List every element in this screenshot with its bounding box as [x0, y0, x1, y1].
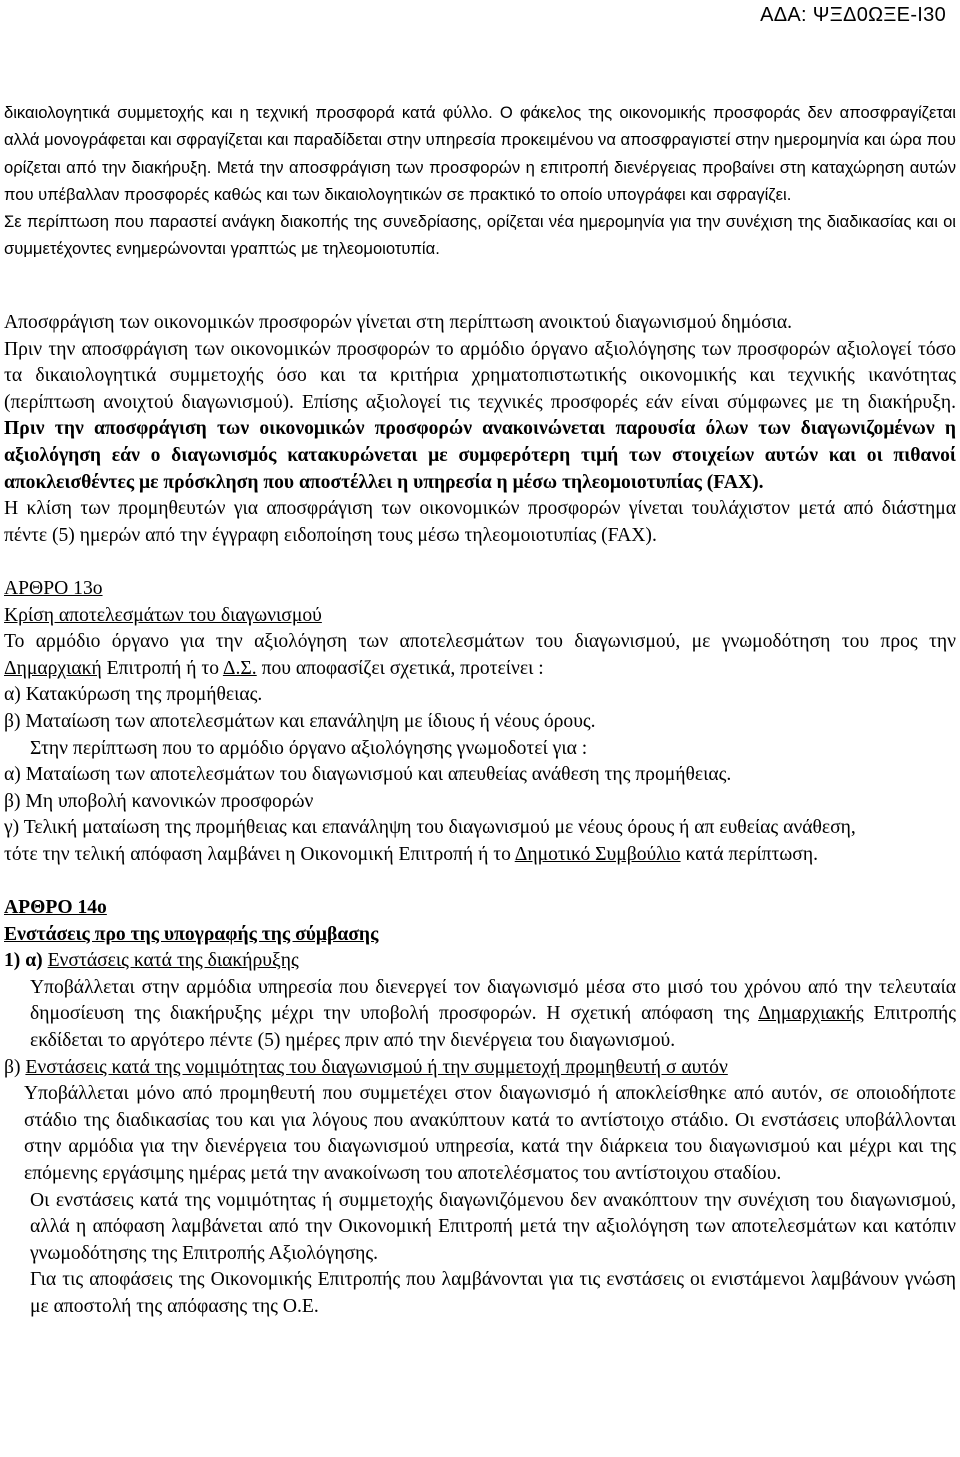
article-14-sub-b-heading: [4, 1055, 956, 1082]
article-13-closing: [4, 842, 956, 869]
article-13-case-item: α) Ματαίωση των αποτελεσμάτων του διαγωνισμού και απευθείας ανάθεση της προμήθειας.: [4, 764, 732, 786]
article-13-option: α) Κατακύρωση της προμήθειας.: [4, 684, 263, 706]
article-13-title: Κρίση αποτελεσμάτων του διαγωνισμού: [4, 604, 322, 626]
article-13-case-item: γ) Τελική ματαίωση της προμήθειας και επανάληψη του διαγωνισμού με νέους όρους ή απ ευθείας ανάθεση,: [4, 817, 856, 839]
article-13-intro-text-2: Επιτροπή ή το: [101, 657, 223, 679]
intro-section: [4, 99, 956, 263]
evaluation-bold-text: Πριν την αποσφράγιση των οικονομικών προσφορών ανακοινώνεται παρουσία όλων των διαγωνιζομένων η αξιολόγηση εάν ο διαγωνισμός κατακυρώνεται με συμφερότερη τιμή των στοιχείων αυτών και οι πιθανοί αποκλεισθέντες με πρόσκληση που αποστέλλει η υπηρεσία η μέσω τηλεομοιοτυπίας (FAX).: [4, 418, 956, 493]
article-13-intro: [4, 629, 956, 682]
article-14-heading: ΑΡΘΡΟ 14ο: [4, 897, 107, 919]
article-14-sub-a-heading: [4, 948, 956, 975]
article-13-intro-text-3: που αποφασίζει σχετικά, προτείνει :: [256, 657, 544, 679]
article-14-sub-a-text: [4, 975, 956, 1055]
article-13-intro-abbrev: Δ.Σ.: [222, 657, 257, 679]
ada-code: ΑΔΑ: ΨΞΔ0ΩΞΕ-Ι30: [760, 4, 946, 26]
article-14-sub-a-underlined: Δημαρχιακής: [758, 1003, 864, 1025]
article-13-heading: ΑΡΘΡΟ 13ο: [4, 577, 103, 599]
article-14-sub-b-title: Ενστάσεις κατά της νομιμότητας του διαγωνισμού ή την συμμετοχή προμηθευτή σ αυτόν: [25, 1056, 728, 1078]
article-14-sub-a-prefix: 1) α): [4, 950, 43, 972]
article-13-case-intro: Στην περίπτωση που το αρμόδιο όργανο αξιολόγησης γνωμοδοτεί για :: [30, 737, 588, 759]
paragraph-invitation: Η κλίση των προμηθευτών για αποσφράγιση των οικονομικών προσφορών γίνεται τουλάχιστον μετά από διάστημα πέντε (5) ημερών από την έγγραφη ειδοποίηση τους μέσω τηλεομοιοτυπίας (FAX).: [4, 498, 956, 546]
paragraph-opening-procedure: δικαιολογητικά συμμετοχής και η τεχνική προσφορά κατά φύλλο. Ο φάκελος της οικονομικής προσφοράς δεν αποσφραγίζεται αλλά μονογράφεται και σφραγίζεται και παραδίδεται στην υπηρεσία προκειμένου να αποσφραγιστεί στην ημερομηνία και ώρα που ορίζεται από την διακήρυξη. Μετά την αποσφράγιση των προσφορών η επιτροπή διενέργειας προβαίνει στη καταχώρηση αυτών που υπέβαλλαν προσφορές καθώς και των δικαιολογητικών σε πρακτικό το οποίο υπογράφει και σφραγίζει.: [4, 103, 956, 204]
paragraph-evaluation: [4, 337, 956, 497]
article-14-sub-a-text-1: Υποβάλλεται στην αρμόδια υπηρεσία που διενεργεί τον διαγωνισμό μέσα στο μισό του χρόνου από την τελευταία δημοσίευση της διακήρυξης μέχρι την υποβολή προσφορών. Η σχετική απόφαση της: [30, 976, 956, 1025]
article-14-title: Ενστάσεις προ της υπογραφής της σύμβασης: [4, 923, 379, 945]
evaluation-text: Πριν την αποσφράγιση των οικονομικών προσφορών το αρμόδιο όργανο αξιολόγησης των προσφορών αξιολογεί τόσο τα δικαιολογητικά συμμετοχής όσο και τα κριτήρια χρηματοπιστωτικής οικονομικής και τεχνικής ικανότητας (περίπτωση ανοιχτού διαγωνισμού). Επίσης αξιολογεί τις τεχνικές προσφορές εάν είναι σύμφωνες με τη διακήρυξη.: [4, 338, 956, 413]
article-13-closing-text: τότε την τελική απόφαση λαμβάνει η Οικονομική Επιτροπή ή το: [4, 843, 515, 865]
article-13-closing-underlined: Δημοτικό Συμβούλιο: [514, 843, 681, 865]
article-13-option: β) Ματαίωση των αποτελεσμάτων και επανάληψη με ίδιους ή νέους όρους.: [4, 710, 596, 732]
article-13-intro-text: Το αρμόδιο όργανο για την αξιολόγηση των αποτελεσμάτων του διαγωνισμού, με γνωμοδότηση του προς την: [4, 631, 956, 653]
main-section: [4, 310, 956, 1321]
spacer: [4, 549, 956, 576]
article-14-sub-b-text: Υποβάλλεται μόνο από προμηθευτή που συμμετέχει στον διαγωνισμό ή αποκλείσθηκε από αυτόν, σε οποιοδήποτε στάδιο της διαδικασίας του και για λόγους που ανακύπτουν κατά το αντίστοιχο στάδιο. Οι ενστάσεις υποβάλλονται στην αρμόδια για την διενέργεια του διαγωνισμού υπηρεσία, κατά την διάρκεια του διαγωνισμού και μέχρι και της επόμενης εργάσιμης ημέρας μετά την ανακοίνωση του αποτελέσματος του αντίστοιχου σταδίου.: [24, 1083, 956, 1184]
article-13-case-item: β) Μη υποβολή κανονικών προσφορών: [4, 790, 314, 812]
paragraph-session-interruption: Σε περίπτωση που παραστεί ανάγκη διακοπής της συνεδρίασης, ορίζεται νέα ημερομηνία για την συνέχιση της διαδικασίας και οι συμμετέχοντες ενημερώνονται γραπτώς με τηλεομοιοτυπία.: [4, 212, 956, 259]
article-14-sub-a-text-2: Επιτροπής εκδίδεται το αργότερο πέντε (5) ημέρες πριν από την διενέργεια του διαγωνισμού.: [30, 1003, 956, 1052]
spacer: [4, 868, 956, 895]
article-13-intro-underlined: Δημαρχιακή: [4, 657, 102, 679]
paragraph-public-opening: Αποσφράγιση των οικονομικών προσφορών γίνεται στη περίπτωση ανοικτού διαγωνισμού δημόσια.: [4, 312, 793, 333]
article-14-paragraph: Οι ενστάσεις κατά της νομιμότητας ή συμμετοχής διαγωνιζόμενου δεν ανακόπτουν την συνέχιση του διαγωνισμού, αλλά η απόφαση λαμβάνεται από την Οικονομική Επιτροπή μετά την αξιολόγηση των αποτελεσμάτων και κατόπιν γνωμοδότησης της Επιτροπής Αξιολόγησης.: [30, 1189, 956, 1264]
article-13-closing-text-2: κατά περίπτωση.: [680, 843, 819, 865]
article-14-sub-a-title: Ενστάσεις κατά της διακήρυξης: [47, 950, 299, 972]
article-14-paragraph: Για τις αποφάσεις της Οικονομικής Επιτροπής που λαμβάνονται για τις ενστάσεις οι ενιστάμενοι λαμβάνουν γνώση με αποστολή της απόφασης της Ο.Ε.: [30, 1269, 956, 1317]
article-14-sub-b-prefix: β): [4, 1056, 21, 1078]
